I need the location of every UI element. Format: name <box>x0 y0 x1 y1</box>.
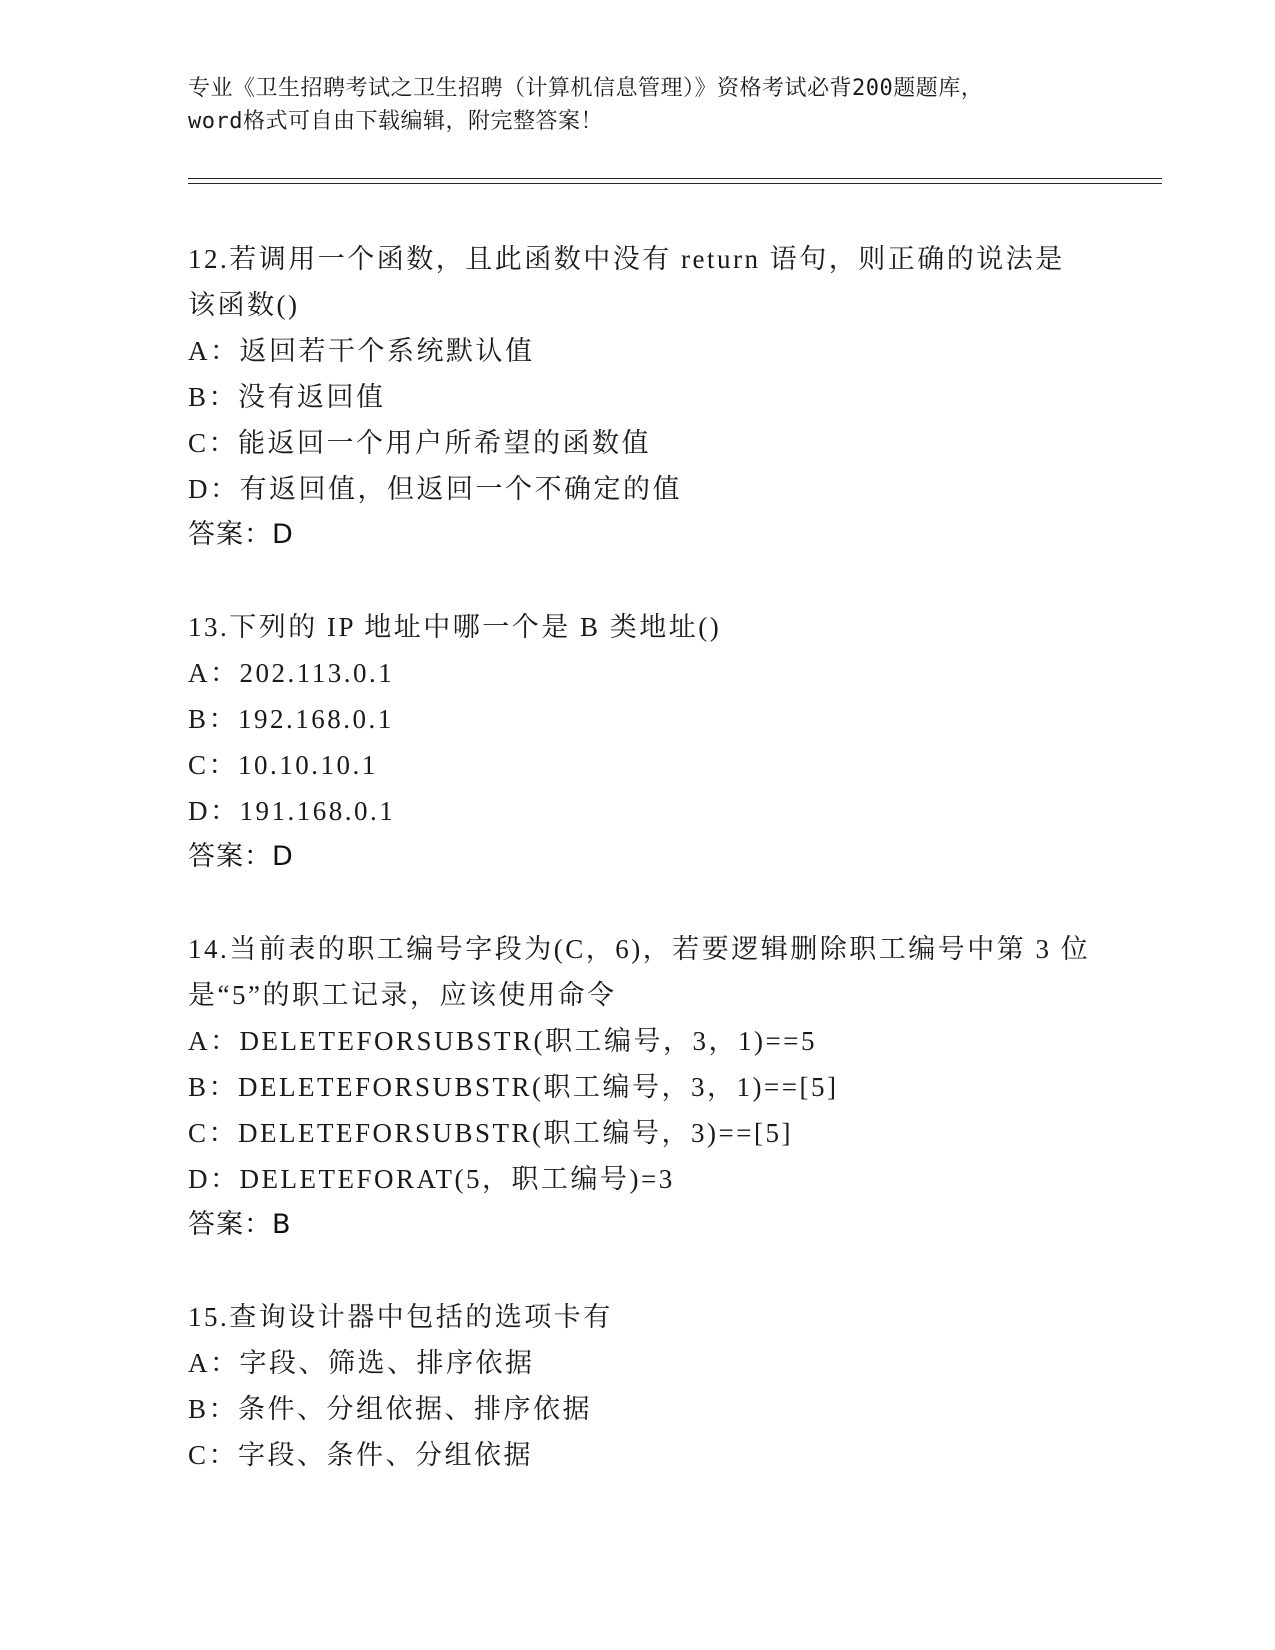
option-b: B：条件、分组依据、排序依据 <box>188 1394 593 1424</box>
question-12 <box>188 236 1088 558</box>
question-stem: 13.下列的 IP 地址中哪一个是 B 类地址() <box>188 612 722 642</box>
document-header <box>188 72 1088 138</box>
answer-line: 答案：D <box>188 519 294 550</box>
option-a: A：DELETEFORSUBSTR(职工编号，3，1)==5 <box>188 1026 817 1056</box>
header-title-line-1: 专业《卫生招聘考试之卫生招聘（计算机信息管理）》资格考试必背200题题库， <box>188 76 984 101</box>
question-list <box>188 236 1091 1478</box>
header-title-line-2: word格式可自由下载编辑，附完整答案！ <box>188 109 603 134</box>
option-c: C：10.10.10.1 <box>188 750 378 780</box>
spacer <box>188 880 1088 926</box>
option-a: A：202.113.0.1 <box>188 658 395 688</box>
option-b: B：DELETEFORSUBSTR(职工编号，3，1)==[5] <box>188 1072 839 1102</box>
question-15 <box>188 1294 1088 1478</box>
question-stem: 12.若调用一个函数，且此函数中没有 return 语句，则正确的说法是 <box>188 244 1065 274</box>
question-13 <box>188 604 1088 880</box>
question-stem-continued: 该函数() <box>188 290 300 320</box>
option-c: C：DELETEFORSUBSTR(职工编号，3)==[5] <box>188 1118 793 1148</box>
option-a: A：返回若干个系统默认值 <box>188 336 535 366</box>
option-d: D：191.168.0.1 <box>188 796 396 826</box>
spacer <box>188 558 1088 604</box>
option-d: D：DELETEFORAT(5，职工编号)=3 <box>188 1164 675 1194</box>
answer-line: 答案：D <box>188 841 294 872</box>
option-c: C：字段、条件、分组依据 <box>188 1440 534 1470</box>
question-14 <box>188 926 1091 1248</box>
option-d: D：有返回值，但返回一个不确定的值 <box>188 474 682 504</box>
header-divider-top <box>188 178 1162 179</box>
question-stem: 15.查询设计器中包括的选项卡有 <box>188 1302 613 1332</box>
header-divider-bottom <box>188 183 1162 184</box>
option-b: B：192.168.0.1 <box>188 704 394 734</box>
spacer <box>188 1248 1088 1294</box>
option-c: C：能返回一个用户所希望的函数值 <box>188 428 652 458</box>
answer-line: 答案：B <box>188 1209 292 1240</box>
option-a: A：字段、筛选、排序依据 <box>188 1348 535 1378</box>
question-stem-continued: 是“5”的职工记录，应该使用命令 <box>188 980 617 1010</box>
question-stem: 14.当前表的职工编号字段为(C，6)，若要逻辑删除职工编号中第 3 位 <box>188 934 1091 964</box>
option-b: B：没有返回值 <box>188 382 386 412</box>
